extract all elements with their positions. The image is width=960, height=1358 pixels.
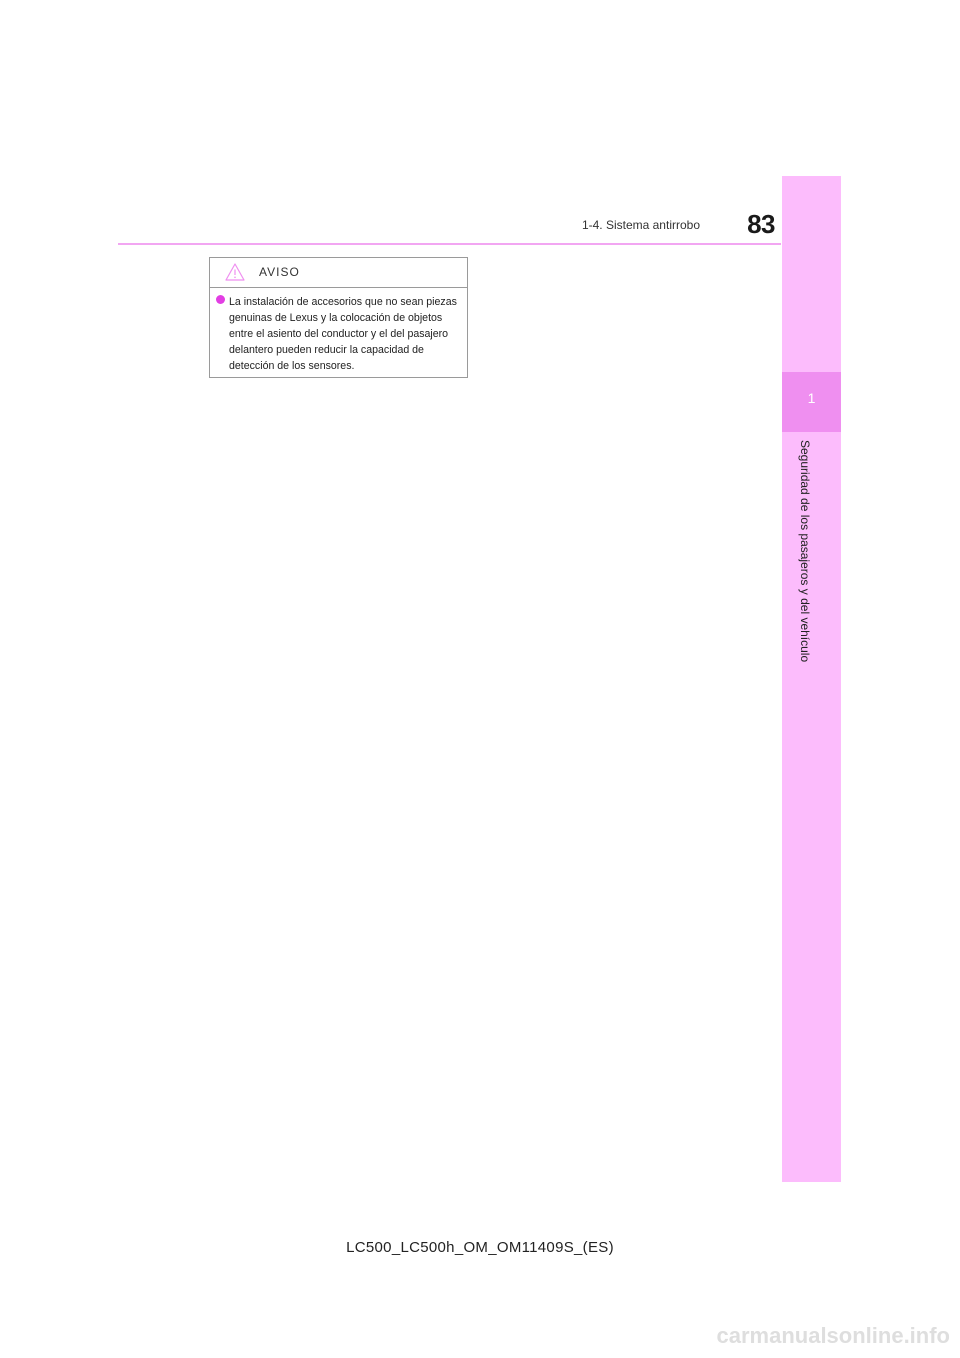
warning-header: [210, 258, 467, 288]
document-code: LC500_LC500h_OM_OM11409S_(ES): [346, 1239, 614, 1256]
header-divider: [118, 243, 781, 245]
watermark: carmanualsonline.info: [716, 1323, 950, 1348]
warning-item-text: La instalación de accesorios que no sean piezas genuinas de Lexus y la colocación de objetos entre el asiento del conductor y el del pasajero delantero pueden reducir la capacidad de detección de los sensores.: [229, 296, 457, 372]
warning-triangle-icon: [225, 263, 245, 281]
chapter-title: Seguridad de los pasajeros y del vehículo: [798, 440, 812, 663]
bullet-icon: [216, 295, 225, 304]
section-title: 1-4. Sistema antirrobo: [581, 218, 700, 232]
page-number: 83: [747, 209, 775, 239]
warning-title: AVISO: [259, 265, 300, 279]
chapter-number: 1: [807, 390, 816, 406]
warning-box: [209, 257, 468, 378]
